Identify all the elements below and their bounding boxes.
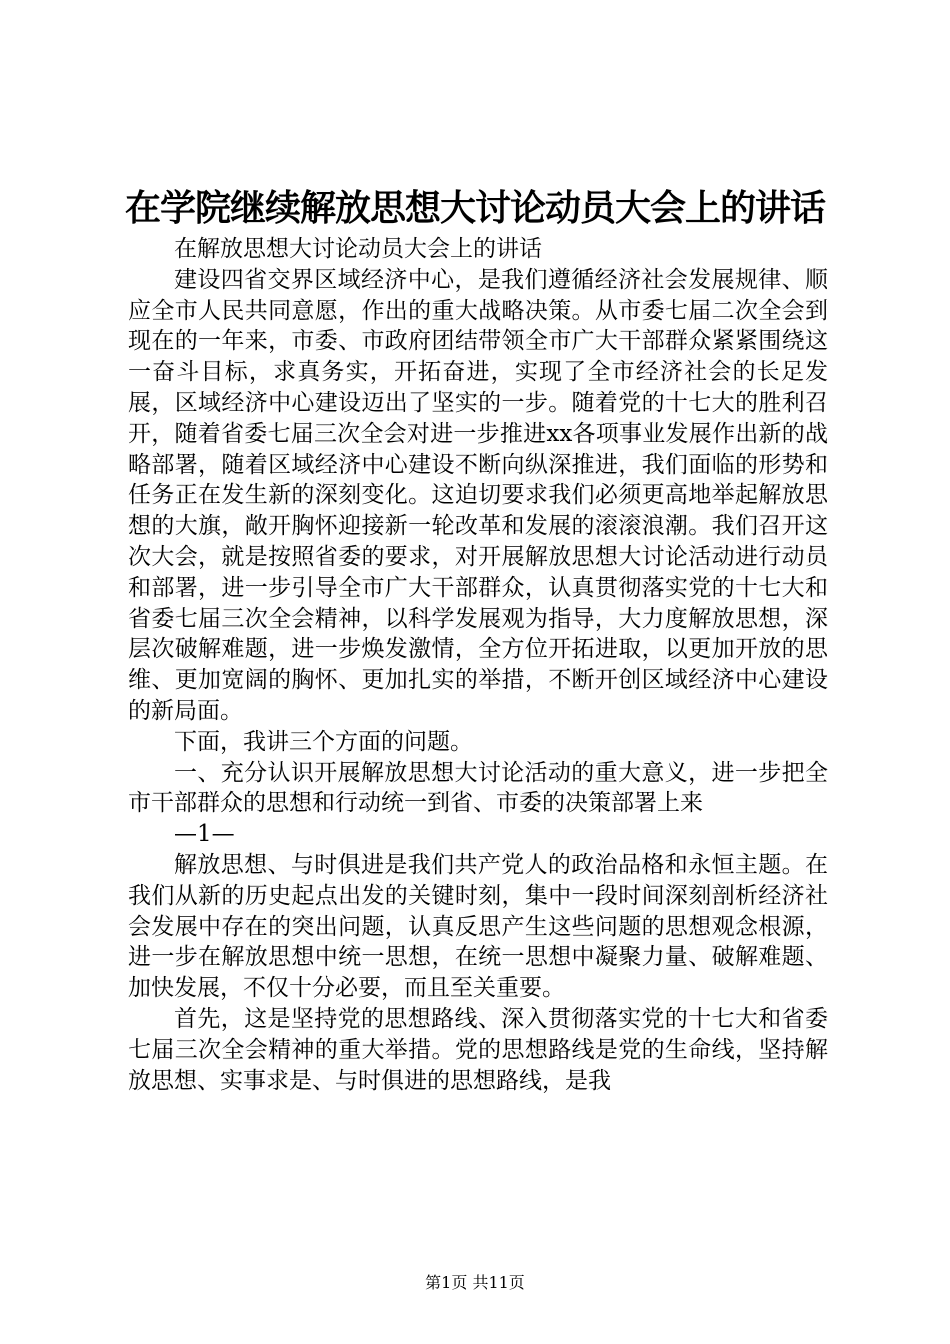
paragraph: 下面，我讲三个方面的问题。 [174, 728, 473, 755]
paragraph-subtitle: 在解放思想大讨论动员大会上的讲话 [174, 236, 542, 262]
section-heading: 一、充分认识开展解放思想大讨论活动的重大意义，进一步把全市干部群众的思想和行动统一到省、市委的决策部署上来 [128, 759, 828, 817]
inline-page-number: —1— [174, 821, 235, 848]
page-footer: 第1页 共11页 [425, 1273, 525, 1292]
document-body [128, 234, 828, 1096]
document-title: 在学院继续解放思想大讨论动员大会上的讲话 [124, 188, 825, 229]
paragraph: 建设四省交界区域经济中心，是我们遵循经济社会发展规律、顺应全市人民共同意愿，作出的重大战略决策。从市委七届二次全会到现在的一年来，市委、市政府团结带领全市广大干部群众紧紧围绕这一奋斗目标，求真务实，开拓奋进，实现了全市经济社会的长足发展，区域经济中心建设迈出了坚实的一步。随着党的十七大的胜利召开，随着省委七届三次全会对进一步推进xx各项事业发展作出新的战略部署，随着区域经济中心建设不断向纵深推进，我们面临的形势和任务正在发生新的深刻变化。这迫切要求我们必须更高地举起解放思想的大旗，敞开胸怀迎接新一轮改革和发展的滚滚浪潮。我们召开这次大会，就是按照省委的要求，对开展解放思想大讨论活动进行动员和部署，进一步引导全市广大干部群众，认真贯彻落实党的十七大和省委七届三次全会精神，以科学发展观为指导，大力度解放思想，深层次破解难题，进一步焕发激情，全方位开拓进取，以更加开放的思维、更加宽阔的胸怀、更加扎实的举措，不断开创区域经济中心建设的新局面。 [128, 266, 828, 724]
paragraph: 首先，这是坚持党的思想路线、深入贯彻落实党的十七大和省委七届三次全会精神的重大举措。党的思想路线是党的生命线，坚持解放思想、实事求是、与时俱进的思想路线，是我 [128, 1005, 828, 1094]
paragraph: 解放思想、与时俱进是我们共产党人的政治品格和永恒主题。在我们从新的历史起点出发的关键时刻，集中一段时间深刻剖析经济社会发展中存在的突出问题，认真反思产生这些问题的思想观念根源，进一步在解放思想中统一思想，在统一思想中凝聚力量、破解难题、加快发展，不仅十分必要，而且至关重要。 [128, 851, 828, 1002]
